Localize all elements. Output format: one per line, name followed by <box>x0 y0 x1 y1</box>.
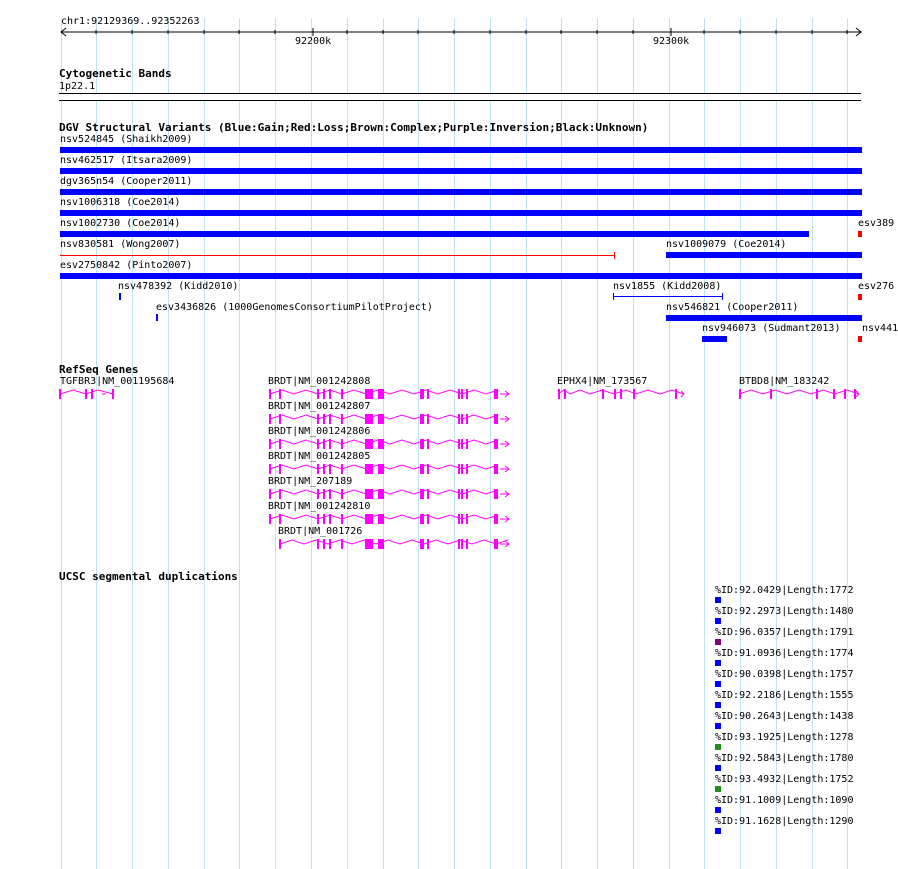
variant-label: esv2750842 (Pinto2007) <box>60 260 193 271</box>
gene-model[interactable] <box>58 388 118 400</box>
segdup-mark[interactable] <box>715 744 721 750</box>
variant-bar[interactable] <box>60 231 809 237</box>
variant-bar[interactable] <box>60 255 614 256</box>
variant-bar-end <box>614 252 615 259</box>
tick-label-92200k: 92200k <box>295 36 332 47</box>
segdup-label: %ID:91.1628|Length:1290 <box>715 816 854 827</box>
segdup-mark[interactable] <box>715 660 721 666</box>
variant-label: nsv524845 (Shaikh2009) <box>60 134 193 145</box>
segdup-label: %ID:92.2186|Length:1555 <box>715 690 854 701</box>
segdup-mark[interactable] <box>715 597 721 603</box>
gene-label: BRDT|NM_001242808 <box>268 376 371 387</box>
gene-model[interactable] <box>268 438 518 450</box>
variant-bar[interactable] <box>858 294 862 300</box>
variant-label: nsv1006318 (Coe2014) <box>60 197 181 208</box>
variant-bar[interactable] <box>60 147 862 153</box>
tick-label-92300k: 92300k <box>653 36 690 47</box>
variant-bar[interactable] <box>156 314 158 321</box>
variant-label: esv389 <box>858 218 895 229</box>
gene-label: TGFBR3|NM_001195684 <box>60 376 175 387</box>
gene-label: BRDT|NM_001242810 <box>268 501 371 512</box>
variant-label: esv276 <box>858 281 895 292</box>
variant-label: nsv1855 (Kidd2008) <box>613 281 722 292</box>
segdup-mark[interactable] <box>715 828 721 834</box>
segdup-label: %ID:90.0398|Length:1757 <box>715 669 854 680</box>
segdup-mark[interactable] <box>715 702 721 708</box>
variant-bar[interactable] <box>119 293 121 300</box>
variant-bar[interactable] <box>666 315 862 321</box>
gene-label: EPHX4|NM_173567 <box>557 376 648 387</box>
refseq-title[interactable]: RefSeq Genes <box>59 363 139 376</box>
segdup-label: %ID:91.1009|Length:1090 <box>715 795 854 806</box>
ruler-axis <box>0 26 890 46</box>
variant-label: nsv478392 (Kidd2010) <box>118 281 239 292</box>
gene-label: BRDT|NM_001726 <box>278 526 363 537</box>
segdup-mark[interactable] <box>715 618 721 624</box>
segdup-mark[interactable] <box>715 723 721 729</box>
gene-label: BTBD8|NM_183242 <box>739 376 830 387</box>
cytoband-bar[interactable] <box>59 93 861 101</box>
gene-model[interactable] <box>268 513 518 525</box>
variant-label: nsv830581 (Wong2007) <box>60 239 181 250</box>
segdup-mark[interactable] <box>715 807 721 813</box>
gene-label: BRDT|NM_001242807 <box>268 401 371 412</box>
dgv-title[interactable]: DGV Structural Variants (Blue:Gain;Red:Loss;Brown:Complex;Purple:Inversion;Black:Unknown) <box>59 121 649 134</box>
gene-model[interactable] <box>268 413 518 425</box>
variant-bar[interactable] <box>858 231 862 237</box>
gene-model[interactable] <box>737 388 862 400</box>
variant-label: nsv1009079 (Coe2014) <box>666 239 787 250</box>
variant-bar[interactable] <box>60 168 862 174</box>
variant-bar-end <box>722 293 723 300</box>
region-label: chr1:92129369..92352263 <box>61 16 200 27</box>
variant-label: nsv441 <box>862 323 898 334</box>
variant-label: nsv946073 (Sudmant2013) <box>702 323 841 334</box>
variant-label: esv3436826 (1000GenomesConsortiumPilotProject) <box>156 302 433 313</box>
variant-bar[interactable] <box>858 336 862 342</box>
segdup-label: %ID:96.0357|Length:1791 <box>715 627 854 638</box>
segdup-mark[interactable] <box>715 765 721 771</box>
variant-label: nsv462517 (Itsara2009) <box>60 155 193 166</box>
gene-model[interactable] <box>268 488 518 500</box>
segdup-mark[interactable] <box>715 786 721 792</box>
variant-bar[interactable] <box>60 189 862 195</box>
variant-label: dgv365n54 (Cooper2011) <box>60 176 193 187</box>
segdup-mark[interactable] <box>715 681 721 687</box>
segdup-label: %ID:92.0429|Length:1772 <box>715 585 854 596</box>
gene-model[interactable] <box>268 538 518 550</box>
segdup-label: %ID:92.5843|Length:1780 <box>715 753 854 764</box>
variant-bar[interactable] <box>60 273 862 279</box>
segdup-title[interactable]: UCSC segmental duplications <box>59 570 238 583</box>
segdup-label: %ID:91.0936|Length:1774 <box>715 648 854 659</box>
gene-model[interactable] <box>268 463 518 475</box>
cytoband-title[interactable]: Cytogenetic Bands <box>59 67 172 80</box>
variant-bar[interactable] <box>702 336 727 342</box>
variant-label: nsv1002730 (Coe2014) <box>60 218 181 229</box>
variant-label: nsv546821 (Cooper2011) <box>666 302 799 313</box>
segdup-label: %ID:93.1925|Length:1278 <box>715 732 854 743</box>
gene-model[interactable] <box>556 388 691 400</box>
variant-bar[interactable] <box>666 252 862 258</box>
gene-model[interactable] <box>268 388 518 400</box>
gene-label: BRDT|NM_001242806 <box>268 426 371 437</box>
segdup-mark[interactable] <box>715 639 721 645</box>
gene-label: BRDT|NM_207189 <box>268 476 353 487</box>
cytoband-label: 1p22.1 <box>59 81 96 92</box>
segdup-label: %ID:93.4932|Length:1752 <box>715 774 854 785</box>
gene-label: BRDT|NM_001242805 <box>268 451 371 462</box>
segdup-label: %ID:92.2973|Length:1480 <box>715 606 854 617</box>
variant-bar[interactable] <box>60 210 862 216</box>
variant-bar-end <box>613 293 614 300</box>
segdup-label: %ID:90.2643|Length:1438 <box>715 711 854 722</box>
variant-bar[interactable] <box>613 296 723 297</box>
